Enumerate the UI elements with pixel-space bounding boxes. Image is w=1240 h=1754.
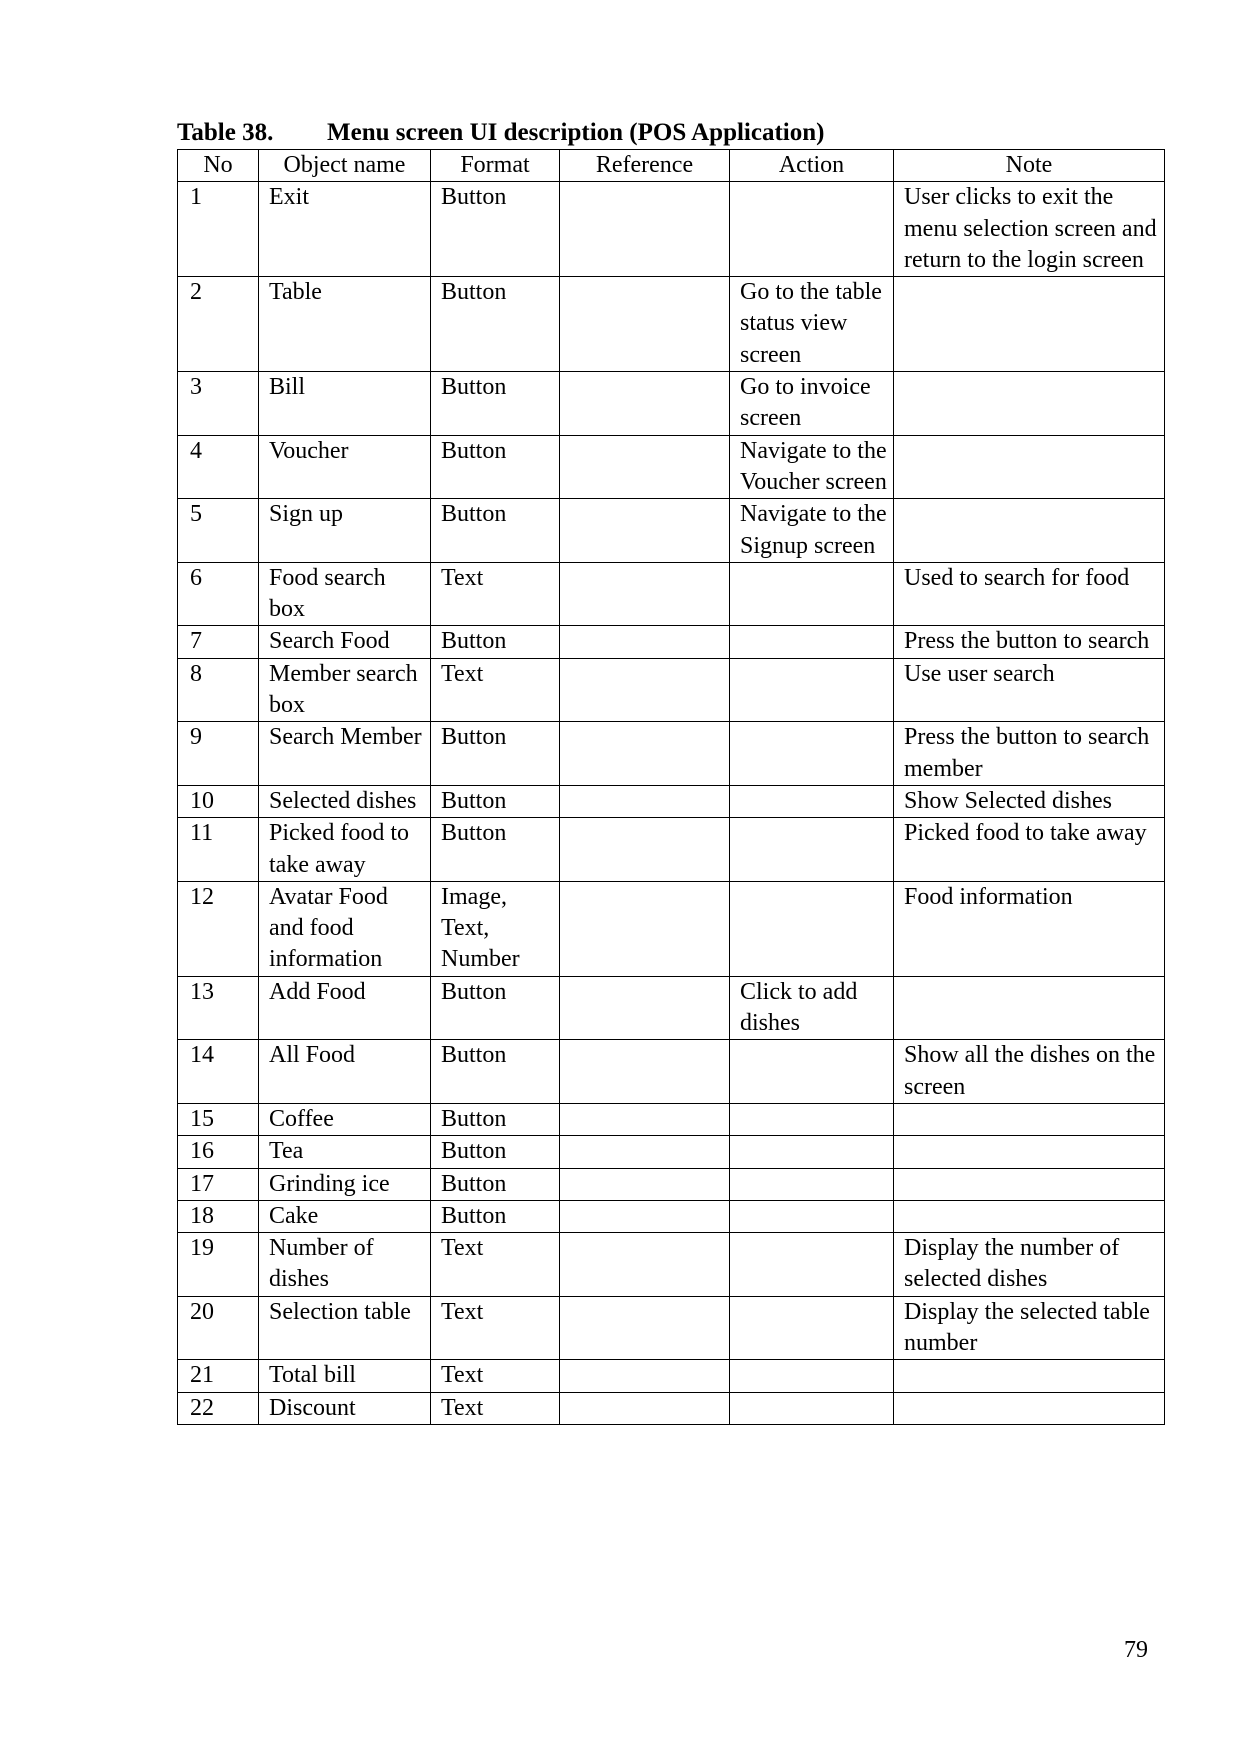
cell-no: 15 [178, 1103, 259, 1135]
cell-action [730, 1168, 894, 1200]
cell-format: Button [431, 722, 560, 786]
cell-format: Button [431, 435, 560, 499]
cell-reference [560, 785, 730, 817]
cell-no: 5 [178, 499, 259, 563]
cell-no: 13 [178, 976, 259, 1040]
table-title: Menu screen UI description (POS Application) [327, 119, 825, 146]
cell-note [894, 499, 1165, 563]
cell-note: Show Selected dishes [894, 785, 1165, 817]
cell-note: Show all the dishes on the screen [894, 1040, 1165, 1104]
cell-format: Button [431, 1200, 560, 1232]
table-row [178, 1296, 1165, 1360]
cell-object-name: Exit [259, 182, 431, 277]
cell-format: Button [431, 372, 560, 436]
header-no: No [178, 150, 259, 182]
table-row [178, 1360, 1165, 1392]
table-row [178, 1136, 1165, 1168]
cell-object-name: Voucher [259, 435, 431, 499]
cell-format: Button [431, 626, 560, 658]
cell-no: 11 [178, 818, 259, 882]
cell-note: Use user search [894, 658, 1165, 722]
table-row [178, 1103, 1165, 1135]
cell-action [730, 1392, 894, 1424]
cell-note: User clicks to exit the menu selection screen and return to the login screen [894, 182, 1165, 277]
cell-action [730, 1296, 894, 1360]
cell-object-name: Cake [259, 1200, 431, 1232]
cell-object-name: Picked food to take away [259, 818, 431, 882]
cell-reference [560, 1392, 730, 1424]
cell-action [730, 562, 894, 626]
cell-reference [560, 881, 730, 976]
cell-action [730, 1200, 894, 1232]
table-row [178, 722, 1165, 786]
cell-reference [560, 1103, 730, 1135]
cell-no: 8 [178, 658, 259, 722]
cell-note: Food information [894, 881, 1165, 976]
header-object-name: Object name [259, 150, 431, 182]
cell-note: Used to search for food [894, 562, 1165, 626]
cell-format: Button [431, 1168, 560, 1200]
table-body [178, 182, 1165, 1425]
cell-object-name: Bill [259, 372, 431, 436]
cell-format: Button [431, 1103, 560, 1135]
table-row [178, 499, 1165, 563]
cell-note: Display the selected table number [894, 1296, 1165, 1360]
cell-no: 12 [178, 881, 259, 976]
table-row [178, 976, 1165, 1040]
cell-format: Button [431, 976, 560, 1040]
cell-reference [560, 1136, 730, 1168]
cell-reference [560, 277, 730, 372]
cell-note [894, 976, 1165, 1040]
cell-action: Navigate to the Voucher screen [730, 435, 894, 499]
cell-object-name: Discount [259, 1392, 431, 1424]
cell-action [730, 182, 894, 277]
cell-format: Button [431, 277, 560, 372]
table-row [178, 1392, 1165, 1424]
cell-format: Text [431, 1360, 560, 1392]
cell-reference [560, 1040, 730, 1104]
cell-no: 7 [178, 626, 259, 658]
cell-no: 4 [178, 435, 259, 499]
cell-note: Display the number of selected dishes [894, 1233, 1165, 1297]
ui-description-table [177, 149, 1165, 1425]
cell-action [730, 626, 894, 658]
table-caption [177, 118, 824, 148]
cell-reference [560, 435, 730, 499]
cell-object-name: Selected dishes [259, 785, 431, 817]
table-row [178, 626, 1165, 658]
cell-action [730, 785, 894, 817]
table-row [178, 1200, 1165, 1232]
cell-no: 18 [178, 1200, 259, 1232]
cell-format: Button [431, 785, 560, 817]
table-row [178, 1233, 1165, 1297]
table-row [178, 658, 1165, 722]
cell-reference [560, 562, 730, 626]
cell-reference [560, 658, 730, 722]
cell-object-name: Search Food [259, 626, 431, 658]
cell-no: 1 [178, 182, 259, 277]
cell-no: 2 [178, 277, 259, 372]
cell-object-name: Member search box [259, 658, 431, 722]
cell-object-name: Total bill [259, 1360, 431, 1392]
cell-object-name: Coffee [259, 1103, 431, 1135]
cell-no: 16 [178, 1136, 259, 1168]
cell-format: Text [431, 658, 560, 722]
cell-reference [560, 499, 730, 563]
table-row [178, 1168, 1165, 1200]
table-row [178, 277, 1165, 372]
table-row [178, 182, 1165, 277]
header-format: Format [431, 150, 560, 182]
cell-note: Press the button to search [894, 626, 1165, 658]
table-header-row [178, 150, 1165, 182]
cell-note [894, 435, 1165, 499]
cell-no: 20 [178, 1296, 259, 1360]
cell-note [894, 1392, 1165, 1424]
cell-reference [560, 1168, 730, 1200]
cell-no: 17 [178, 1168, 259, 1200]
table-row [178, 881, 1165, 976]
table-row [178, 372, 1165, 436]
cell-note [894, 372, 1165, 436]
cell-action: Navigate to the Signup screen [730, 499, 894, 563]
cell-reference [560, 626, 730, 658]
cell-reference [560, 182, 730, 277]
cell-action [730, 1233, 894, 1297]
cell-format: Button [431, 499, 560, 563]
cell-note [894, 1136, 1165, 1168]
cell-action [730, 1040, 894, 1104]
cell-action: Click to add dishes [730, 976, 894, 1040]
header-action: Action [730, 150, 894, 182]
cell-object-name: All Food [259, 1040, 431, 1104]
header-note: Note [894, 150, 1165, 182]
table-row [178, 785, 1165, 817]
page-number: 79 [1124, 1637, 1148, 1663]
cell-object-name: Food search box [259, 562, 431, 626]
header-reference: Reference [560, 150, 730, 182]
cell-no: 3 [178, 372, 259, 436]
cell-format: Text [431, 562, 560, 626]
cell-note [894, 1200, 1165, 1232]
cell-no: 14 [178, 1040, 259, 1104]
cell-reference [560, 976, 730, 1040]
table-row [178, 435, 1165, 499]
cell-format: Button [431, 818, 560, 882]
cell-object-name: Table [259, 277, 431, 372]
cell-reference [560, 722, 730, 786]
cell-action: Go to the table status view screen [730, 277, 894, 372]
cell-note [894, 277, 1165, 372]
cell-note [894, 1360, 1165, 1392]
table-number: Table 38. [177, 119, 274, 146]
cell-reference [560, 372, 730, 436]
cell-action: Go to invoice screen [730, 372, 894, 436]
cell-action [730, 1360, 894, 1392]
cell-object-name: Avatar Food and food information [259, 881, 431, 976]
cell-object-name: Number of dishes [259, 1233, 431, 1297]
cell-format: Text [431, 1233, 560, 1297]
cell-object-name: Tea [259, 1136, 431, 1168]
cell-object-name: Add Food [259, 976, 431, 1040]
cell-no: 10 [178, 785, 259, 817]
cell-action [730, 881, 894, 976]
cell-format: Button [431, 1040, 560, 1104]
cell-action [730, 1103, 894, 1135]
cell-object-name: Sign up [259, 499, 431, 563]
cell-no: 22 [178, 1392, 259, 1424]
cell-note [894, 1103, 1165, 1135]
cell-reference [560, 1296, 730, 1360]
cell-action [730, 1136, 894, 1168]
cell-no: 9 [178, 722, 259, 786]
cell-no: 6 [178, 562, 259, 626]
cell-note: Press the button to search member [894, 722, 1165, 786]
cell-format: Button [431, 182, 560, 277]
cell-no: 21 [178, 1360, 259, 1392]
cell-format: Text [431, 1392, 560, 1424]
cell-format: Button [431, 1136, 560, 1168]
cell-object-name: Grinding ice [259, 1168, 431, 1200]
cell-action [730, 722, 894, 786]
cell-note: Picked food to take away [894, 818, 1165, 882]
cell-reference [560, 1233, 730, 1297]
cell-reference [560, 1360, 730, 1392]
cell-format: Text [431, 1296, 560, 1360]
cell-reference [560, 818, 730, 882]
table-row [178, 818, 1165, 882]
cell-no: 19 [178, 1233, 259, 1297]
cell-action [730, 818, 894, 882]
cell-action [730, 658, 894, 722]
cell-note [894, 1168, 1165, 1200]
cell-object-name: Selection table [259, 1296, 431, 1360]
cell-format: Image, Text, Number [431, 881, 560, 976]
table-row [178, 562, 1165, 626]
cell-object-name: Search Member [259, 722, 431, 786]
table-row [178, 1040, 1165, 1104]
cell-reference [560, 1200, 730, 1232]
